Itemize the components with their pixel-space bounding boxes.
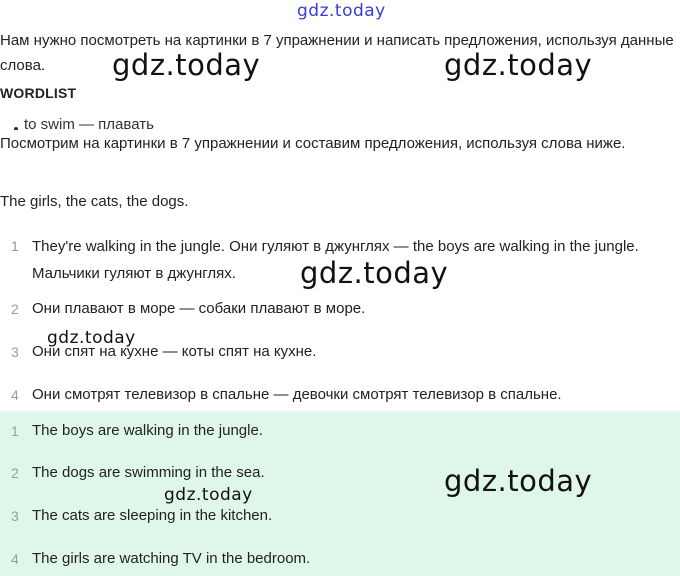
wordlist-cut-item: [0, 110, 680, 130]
watermark-top: gdz.today: [297, 1, 386, 21]
watermark: gdz.today: [444, 48, 593, 82]
watermark: gdz.today: [47, 328, 136, 348]
list-number: 2: [11, 301, 19, 317]
answer-item: The cats are sleeping in the kitchen.: [32, 507, 273, 524]
watermark: gdz.today: [444, 464, 593, 498]
list-number: 1: [11, 238, 19, 254]
instruction-text: Посмотрим на картинки в 7 упражнении и составим предложения, используя слова ниже.: [0, 135, 626, 152]
answer-item: The boys are walking in the jungle.: [32, 422, 263, 439]
sample-text: The girls, the cats, the dogs.: [0, 193, 189, 210]
list-number: 4: [11, 387, 19, 403]
list-item: Они смотрят телевизор в спальне — девочки смотрят телевизор в спальне.: [32, 386, 562, 403]
list-number: 3: [11, 344, 19, 360]
list-item: They're walking in the jungle. Они гуляют в джунглях — the boys are walking in the jungle. Мальчики гуляют в джунглях.: [32, 238, 639, 282]
watermark: gdz.today: [300, 256, 449, 290]
wordlist-item: to swim — плавать: [24, 116, 154, 130]
list-number: 1: [11, 423, 19, 439]
list-number: 2: [11, 465, 19, 481]
list-number: 4: [11, 551, 19, 567]
answer-item: The dogs are swimming in the sea.: [32, 464, 265, 481]
list-number: 3: [11, 508, 19, 524]
watermark: gdz.today: [112, 48, 261, 82]
list-item: Они спят на кухне — коты спят на кухне.: [32, 343, 317, 360]
intro-text: Нам нужно посмотреть на картинки в 7 упражнении и написать предложения, используя данные слова.: [0, 32, 674, 74]
list-item: Они плавают в море — собаки плавают в море.: [32, 300, 366, 317]
wordlist-heading: WORDLIST: [0, 85, 77, 101]
answer-item: The girls are watching TV in the bedroom.: [32, 550, 311, 567]
watermark: gdz.today: [164, 485, 253, 505]
bullet-icon: [14, 127, 18, 130]
